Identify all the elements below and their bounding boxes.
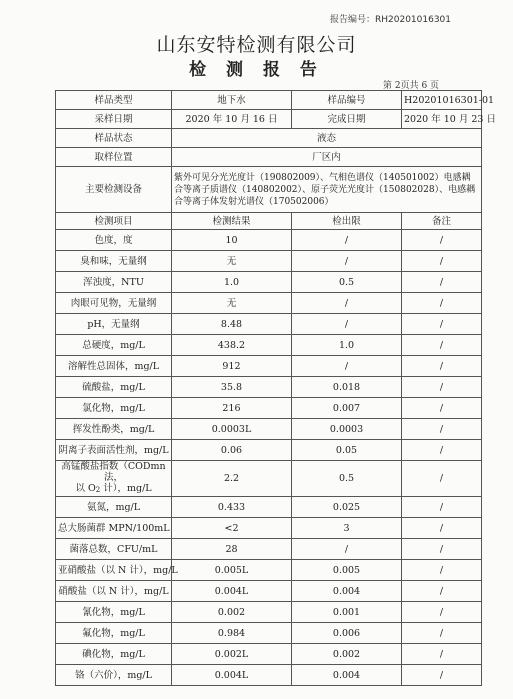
test-item: 亚硝酸盐（以 N 计），mg/L xyxy=(56,560,172,581)
test-item: 色度，度 xyxy=(56,230,172,251)
test-result: 10 xyxy=(172,230,292,251)
test-result: 438.2 xyxy=(172,335,292,356)
test-result: 912 xyxy=(172,356,292,377)
remark: / xyxy=(402,356,482,377)
col-header-limit: 检出限 xyxy=(292,213,402,230)
detection-limit: / xyxy=(292,293,402,314)
detection-limit: 3 xyxy=(292,518,402,539)
table-row xyxy=(56,230,482,251)
equipment-row xyxy=(56,167,482,213)
table-row xyxy=(56,602,482,623)
remark: / xyxy=(402,665,482,686)
equipment-value: 紫外可见分光光度计（190802009）、气相色谱仪（140501002）电感耦合等离子质谱仪（140802002）、原子荧光光度计（150802028）、电感耦合等离子体发射光谱仪（170502006） xyxy=(172,167,482,213)
test-result: 无 xyxy=(172,293,292,314)
equipment-label: 主要检测设备 xyxy=(56,167,172,213)
remark: / xyxy=(402,518,482,539)
completion-date-label: 完成日期 xyxy=(292,110,402,129)
sample-state-row xyxy=(56,129,482,148)
test-item-part: 以 O xyxy=(75,483,96,494)
detection-limit: 0.018 xyxy=(292,377,402,398)
test-result: 0.004L xyxy=(172,581,292,602)
test-item: 肉眼可见物，无量纲 xyxy=(56,293,172,314)
table-row xyxy=(56,251,482,272)
test-result: 0.002 xyxy=(172,602,292,623)
table-row xyxy=(56,518,482,539)
date-row xyxy=(56,110,482,129)
remark: / xyxy=(402,398,482,419)
table-row xyxy=(56,623,482,644)
detection-limit: 0.007 xyxy=(292,398,402,419)
table-row xyxy=(56,539,482,560)
table-row xyxy=(56,377,482,398)
test-result: 0.433 xyxy=(172,497,292,518)
test-result: 28 xyxy=(172,539,292,560)
test-result: 8.48 xyxy=(172,314,292,335)
location-label: 取样位置 xyxy=(56,148,172,167)
table-row xyxy=(56,356,482,377)
detection-limit: 0.05 xyxy=(292,440,402,461)
detection-limit: 0.025 xyxy=(292,497,402,518)
detection-limit: 0.001 xyxy=(292,602,402,623)
col-header-item: 检测项目 xyxy=(56,213,172,230)
table-row xyxy=(56,560,482,581)
sample-state-label: 样品状态 xyxy=(56,129,172,148)
sample-no-value: H20201016301-01 xyxy=(402,91,482,110)
test-result: 0.002L xyxy=(172,644,292,665)
remark: / xyxy=(402,419,482,440)
test-item-line: 高锰酸盐指数（CODmn 法， xyxy=(61,461,166,483)
test-item: 溶解性总固体，mg/L xyxy=(56,356,172,377)
test-result: 0.004L xyxy=(172,665,292,686)
col-header-result: 检测结果 xyxy=(172,213,292,230)
detection-limit: 0.004 xyxy=(292,665,402,686)
remark: / xyxy=(402,251,482,272)
test-item: 臭和味，无量纲 xyxy=(56,251,172,272)
test-result: <2 xyxy=(172,518,292,539)
sampling-date-value: 2020 年 10 月 16 日 xyxy=(172,110,292,129)
sample-no-label: 样品编号 xyxy=(292,91,402,110)
test-item: 氨氮，mg/L xyxy=(56,497,172,518)
test-item: 硝酸盐（以 N 计），mg/L xyxy=(56,581,172,602)
remark: / xyxy=(402,293,482,314)
detection-limit: 0.0003 xyxy=(292,419,402,440)
report-number: 报告编号：RH20201016301 xyxy=(330,15,452,25)
test-item: 总大肠菌群 MPN/100mL xyxy=(56,518,172,539)
table-row xyxy=(56,581,482,602)
sample-type-value: 地下水 xyxy=(172,91,292,110)
sampling-date-label: 采样日期 xyxy=(56,110,172,129)
test-result: 0.984 xyxy=(172,623,292,644)
detection-limit: / xyxy=(292,356,402,377)
detection-limit: / xyxy=(292,230,402,251)
test-item: 浑浊度，NTU xyxy=(56,272,172,293)
detection-limit: 0.006 xyxy=(292,623,402,644)
table-row xyxy=(56,665,482,686)
test-item: 氟化物，mg/L xyxy=(56,623,172,644)
remark: / xyxy=(402,560,482,581)
remark: / xyxy=(402,581,482,602)
remark: / xyxy=(402,644,482,665)
test-result: 0.06 xyxy=(172,440,292,461)
test-item: 氯化物，mg/L xyxy=(56,398,172,419)
remark: / xyxy=(402,539,482,560)
detection-limit: / xyxy=(292,314,402,335)
completion-date-value: 2020 年 10 月 23 日 xyxy=(402,110,482,129)
sample-type-label: 样品类型 xyxy=(56,91,172,110)
detection-limit: 0.005 xyxy=(292,560,402,581)
test-item-part: 计），mg/L xyxy=(100,483,152,494)
table-row xyxy=(56,644,482,665)
test-item: 碘化物，mg/L xyxy=(56,644,172,665)
detection-limit: 0.5 xyxy=(292,272,402,293)
remark: / xyxy=(402,461,482,497)
test-item: 氰化物，mg/L xyxy=(56,602,172,623)
sample-type-row xyxy=(56,91,482,110)
detection-limit: / xyxy=(292,251,402,272)
test-result: 0.0003L xyxy=(172,419,292,440)
page-indicator: 第 2页共 6 页 xyxy=(383,81,440,91)
table-row xyxy=(56,314,482,335)
remark: / xyxy=(402,497,482,518)
remark: / xyxy=(402,335,482,356)
remark: / xyxy=(402,602,482,623)
test-item: 总硬度，mg/L xyxy=(56,335,172,356)
test-item: 硫酸盐，mg/L xyxy=(56,377,172,398)
test-result: 1.0 xyxy=(172,272,292,293)
table-row xyxy=(56,419,482,440)
detection-limit: 0.5 xyxy=(292,461,402,497)
test-item: 挥发性酚类，mg/L xyxy=(56,419,172,440)
test-item: 阴离子表面活性剂，mg/L xyxy=(56,440,172,461)
document-title: 检 测 报 告 xyxy=(189,60,324,80)
remark: / xyxy=(402,440,482,461)
test-item: 铬（六价），mg/L xyxy=(56,665,172,686)
results-header-row xyxy=(56,213,482,230)
col-header-note: 备注 xyxy=(402,213,482,230)
test-result: 216 xyxy=(172,398,292,419)
report-table xyxy=(55,90,496,686)
table-row xyxy=(56,461,482,497)
detection-limit: 0.004 xyxy=(292,581,402,602)
table-row xyxy=(56,335,482,356)
remark: / xyxy=(402,377,482,398)
detection-limit: 0.002 xyxy=(292,644,402,665)
remark: / xyxy=(402,314,482,335)
table-row xyxy=(56,272,482,293)
remark: / xyxy=(402,272,482,293)
location-row xyxy=(56,148,482,167)
detection-limit: / xyxy=(292,539,402,560)
test-item: 菌落总数，CFU/mL xyxy=(56,539,172,560)
test-item-line xyxy=(58,483,169,496)
table-row xyxy=(56,497,482,518)
table-row xyxy=(56,398,482,419)
remark: / xyxy=(402,623,482,644)
test-result: 0.005L xyxy=(172,560,292,581)
test-item xyxy=(56,461,172,497)
sample-state-value: 液态 xyxy=(172,129,482,148)
test-result: 2.2 xyxy=(172,461,292,497)
subscript: 2 xyxy=(95,486,101,494)
test-result: 35.8 xyxy=(172,377,292,398)
remark: / xyxy=(402,230,482,251)
table-row xyxy=(56,293,482,314)
detection-limit: 1.0 xyxy=(292,335,402,356)
location-value: 厂区内 xyxy=(172,148,482,167)
test-result: 无 xyxy=(172,251,292,272)
table-row xyxy=(56,440,482,461)
test-item: pH，无量纲 xyxy=(56,314,172,335)
company-name: 山东安特检测有限公司 xyxy=(156,34,357,56)
